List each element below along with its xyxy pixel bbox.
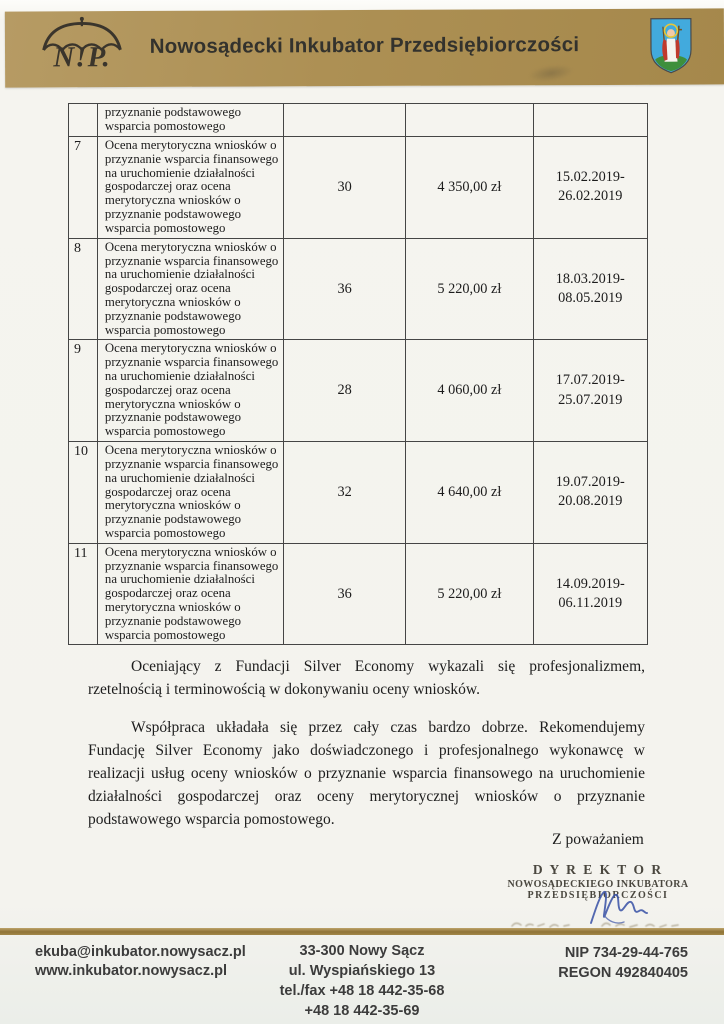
paragraph-assessment: Oceniający z Fundacji Silver Economy wykazali się profesjonalizmem, rzetelnością i terminowością w dokonywaniu oceny wniosków. xyxy=(88,658,645,698)
footer-website: www.inkubator.nowysacz.pl xyxy=(35,963,228,979)
period-cell: 14.09.2019- 06.11.2019 xyxy=(533,543,647,645)
period-cell: 19.07.2019- 20.08.2019 xyxy=(533,442,647,544)
scan-smudge xyxy=(527,62,575,84)
period-cell: 17.07.2019- 25.07.2019 xyxy=(533,340,647,442)
amount-cell: 5 220,00 zł xyxy=(406,543,533,645)
period-cell: 18.03.2019- 08.05.2019 xyxy=(533,238,647,340)
footer-address-city: 33-300 Nowy Sącz xyxy=(299,943,425,959)
evaluation-sessions-table xyxy=(68,103,648,645)
row-number-cell: 8 xyxy=(69,238,98,340)
footer-phone-1: tel./fax +48 18 442-35-68 xyxy=(279,983,445,999)
count-cell: 32 xyxy=(284,442,406,544)
letterhead-band xyxy=(5,8,724,87)
footer-address-street: ul. Wyspiańskiego 13 xyxy=(288,963,436,979)
count-cell: 36 xyxy=(284,543,406,645)
description-cell: Ocena merytoryczna wniosków o przyznanie wsparcia finansowego na uruchomienie działalności gospodarczej oraz ocena merytoryczna wniosków o przyznanie podstawowego wsparcia pomostowego xyxy=(97,543,283,645)
table-row xyxy=(69,442,648,544)
row-number-cell: 10 xyxy=(69,442,98,544)
description-cell: Ocena merytoryczna wniosków o przyznanie wsparcia finansowego na uruchomienie działalności gospodarczej oraz ocena merytoryczna wniosków o przyznanie podstawowego wsparcia pomostowego xyxy=(97,238,283,340)
footer-left-column xyxy=(35,943,246,981)
row-number-cell: 9 xyxy=(69,340,98,442)
count-cell: 28 xyxy=(284,340,406,442)
footer-phone-2: +48 18 442-35-69 xyxy=(304,1003,420,1019)
closing-block xyxy=(468,831,724,901)
table-row xyxy=(69,543,648,645)
amount-cell: 4 060,00 zł xyxy=(406,340,533,442)
description-cell: Ocena merytoryczna wniosków o przyznanie wsparcia finansowego na uruchomienie działalności gospodarczej oraz ocena merytoryczna wniosków o przyznanie podstawowego wsparcia pomostowego xyxy=(97,442,283,544)
table-row xyxy=(69,238,648,340)
description-cell: przyznanie podstawowego wsparcia pomostowego xyxy=(97,104,283,137)
count-cell: 36 xyxy=(284,238,406,340)
footer-nip: NIP 734-29-44-765 xyxy=(564,945,688,961)
row-number-cell: 7 xyxy=(69,137,98,239)
table-row xyxy=(69,340,648,442)
count-cell: 30 xyxy=(284,137,406,239)
letter-body xyxy=(88,655,645,846)
paragraph-recommendation: Współpraca układała się przez cały czas bardzo dobrze. Rekomendujemy Fundację Silver Economy jako doświadczonego i profesjonalnego wykonawcę w realizacji usług oceny wniosków o przyznanie wsparcia finansowego na uruchomienie działalności gospodarczej oraz oceny merytorycznej wniosków o przyznanie podstawowego wsparcia pomostowego. xyxy=(88,719,645,828)
amount-cell xyxy=(406,104,533,137)
salutation: Z poważaniem xyxy=(552,831,644,848)
footer-email: ekuba@inkubator.nowysacz.pl xyxy=(35,944,246,960)
row-number-cell: 11 xyxy=(69,543,98,645)
footer-center-column xyxy=(280,941,445,1021)
footer-right-column xyxy=(558,943,688,983)
logo-text: N!P. xyxy=(53,41,111,74)
organization-title: Nowosądecki Inkubator Przedsiębiorczości xyxy=(149,33,580,58)
director-stamp: D Y R E K T O R NOWOSĄDECKIEGO INKUBATORA PRZEDSIĘBIORCZOŚCI xyxy=(507,862,689,901)
period-cell: 15.02.2019- 26.02.2019 xyxy=(533,137,647,239)
amount-cell: 5 220,00 zł xyxy=(406,238,533,340)
period-cell xyxy=(533,104,647,137)
count-cell xyxy=(284,104,406,137)
footer-regon: REGON 492840405 xyxy=(558,965,688,981)
table-row xyxy=(69,137,648,239)
amount-cell: 4 350,00 zł xyxy=(406,137,533,239)
description-cell: Ocena merytoryczna wniosków o przyznanie wsparcia finansowego na uruchomienie działalności gospodarczej oraz ocena merytoryczna wniosków o przyznanie podstawowego wsparcia pomostowego xyxy=(97,137,283,239)
footer-gold-bar xyxy=(0,928,724,935)
row-number-cell xyxy=(69,104,98,137)
amount-cell: 4 640,00 zł xyxy=(406,442,533,544)
nowy-sacz-coat-of-arms-icon xyxy=(649,17,693,75)
table-row-carryover xyxy=(69,104,648,137)
description-cell: Ocena merytoryczna wniosków o przyznanie wsparcia finansowego na uruchomienie działalności gospodarczej oraz ocena merytoryczna wniosków o przyznanie podstawowego wsparcia pomostowego xyxy=(97,340,283,442)
